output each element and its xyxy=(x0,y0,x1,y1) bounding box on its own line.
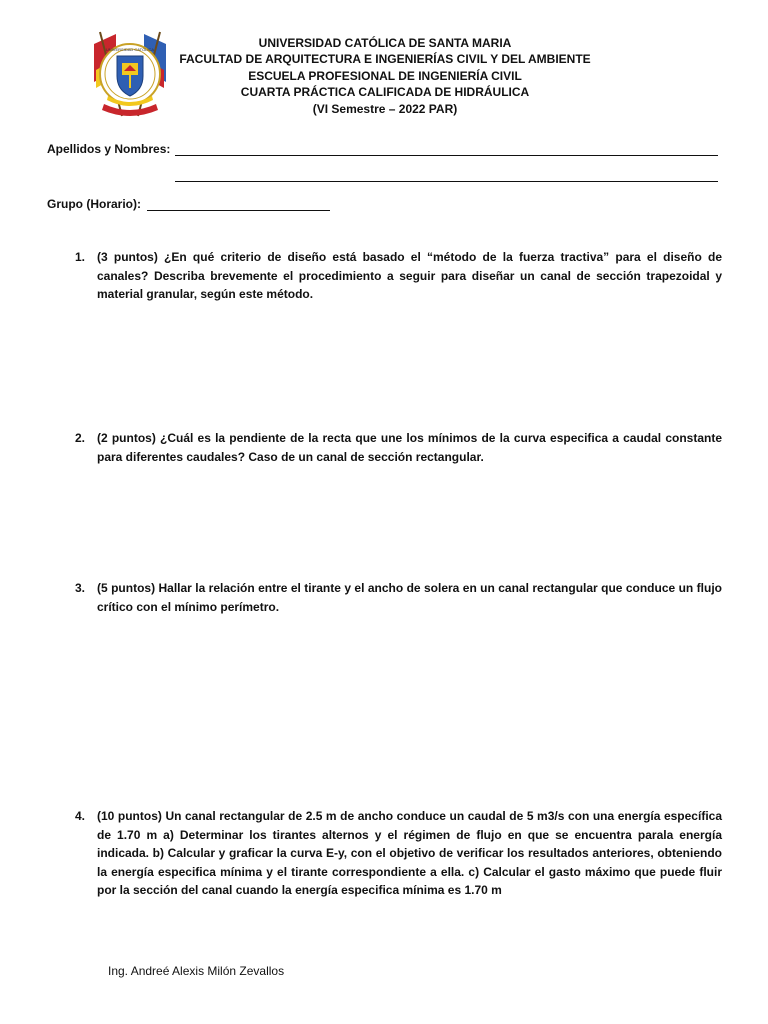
question-4 xyxy=(47,807,722,900)
question-text: Hallar la relación entre el tirante y el ancho de solera en un canal rectangular que conduce un flujo crítico con el mínimo perímetro. xyxy=(97,581,722,614)
question-points: (5 puntos) xyxy=(97,581,156,595)
question-text: Un canal rectangular de 2.5 m de ancho conduce un caudal de 5 m3/s con una energía específica de 1.70 m a) Determinar los tirantes alternos y el régimen de flujo en que se encuentra parala energía indicada. b) Calcular y graficar la curva E-y, con el objetivo de verificar los resultados anteriores, obteniendo la energía especifica mínima y el tirante correspondiente a ella. c) Calcular el gasto máximo que puede fluir por la sección del canal cuando la energía especifica mínima es 1.70 m xyxy=(97,809,722,897)
crest-ring-text: UNIVERSIDAD CATÓLICA xyxy=(105,47,155,52)
question-points: (2 puntos) xyxy=(97,431,156,445)
group-label: Grupo (Horario): xyxy=(47,197,141,211)
question-points: (10 puntos) xyxy=(97,809,162,823)
question-number: 4. xyxy=(75,809,86,823)
question-number: 3. xyxy=(75,581,86,595)
names-line-1[interactable] xyxy=(175,155,718,156)
question-number: 1. xyxy=(75,250,86,264)
question-points: (3 puntos) xyxy=(97,250,158,264)
faculty-name: FACULTAD DE ARQUITECTURA E INGENIERÍAS CIVIL Y DEL AMBIENTE xyxy=(179,52,591,67)
question-number: 2. xyxy=(75,431,86,445)
question-1 xyxy=(47,248,722,304)
question-text: ¿Cuál es la pendiente de la recta que une los mínimos de la curva especifica a caudal constante para diferentes caudales? Caso de un canal de sección rectangular. xyxy=(97,431,722,464)
question-text: ¿En qué criterio de diseño está basado el “método de la fuerza tractiva” para el diseño de canales? Describa brevemente el procedimiento a seguir para diseñar un canal de sección trapezoidal y material granular, según este método. xyxy=(97,250,722,301)
exam-title: CUARTA PRÁCTICA CALIFICADA DE HIDRÁULICA xyxy=(240,85,530,100)
semester-label: (VI Semestre – 2022 PAR) xyxy=(312,101,458,116)
university-name: UNIVERSIDAD CATÓLICA DE SANTA MARIA xyxy=(258,36,512,50)
group-line[interactable] xyxy=(147,210,330,211)
group-field xyxy=(47,197,141,211)
names-field xyxy=(47,142,170,156)
instructor-signature: Ing. Andreé Alexis Milón Zevallos xyxy=(108,964,285,978)
names-line-2[interactable] xyxy=(175,181,718,182)
school-name: ESCUELA PROFESIONAL DE INGENIERÍA CIVIL xyxy=(248,68,522,83)
question-2 xyxy=(47,429,722,466)
question-3 xyxy=(47,579,722,616)
names-label: Apellidos y Nombres: xyxy=(47,142,171,156)
exam-header xyxy=(160,35,610,117)
